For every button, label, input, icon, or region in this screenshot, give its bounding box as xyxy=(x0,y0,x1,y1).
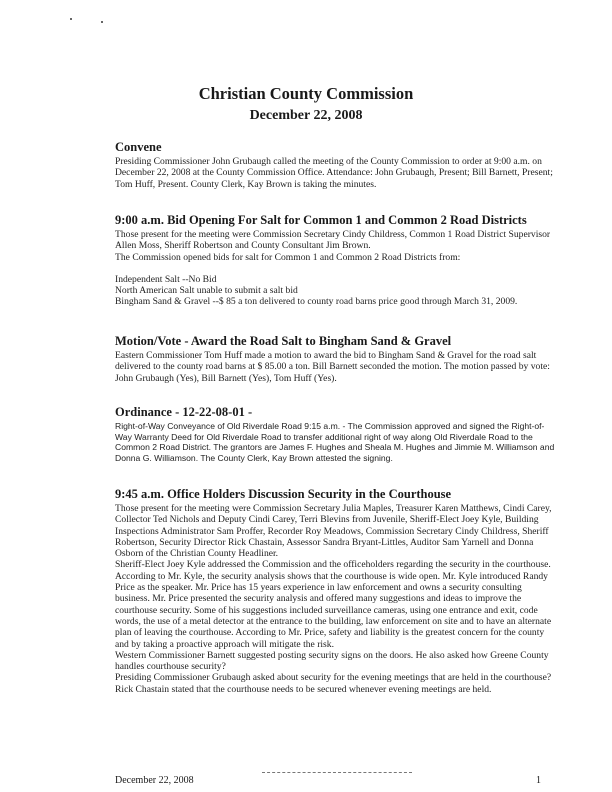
section-paragraph: Eastern Commissioner Tom Huff made a motion to award the bid to Bingham Sand & Gravel for the road salt delivered to the county road barns at $ 85.00 a ton. Bill Barnett seconded the motion. The motion passed by vote: John Grubaugh (Yes), Bill Barnett (Yes), Tom Huff (Yes). xyxy=(115,350,550,384)
document-date: December 22, 2008 xyxy=(249,108,363,123)
section-paragraph: The Commission opened bids for salt for Common 1 and Common 2 Road Districts from: xyxy=(115,251,461,263)
footer-rule xyxy=(262,772,412,773)
section-paragraph: Sheriff-Elect Joey Kyle addressed the Commission and the officeholders regarding the security in the courthouse. According to Mr. Kyle, the security analysis shows that the courthouse is wide open. Mr. Kyle introduced Randy Price as the speaker. Mr. Price has 15 years experience in law enforcement and owns a security consulting business. Mr. Price presented the security analysis and offered many suggestions and ideas to improve the courthouse security. Some of his suggestions included surveillance cameras, using one entrance and exit, code words, the use of a metal detector at the entrance to the building, law enforcement on site and to have an alternate plan of leaving the courthouse. According to Mr. Price, safety and liability is the greatest concern for the county and by taking a proactive approach will mitigate the risk. xyxy=(115,559,552,650)
section-security-discussion xyxy=(115,487,555,695)
section-paragraph: Those present for the meeting were Commission Secretary Cindy Childress, Common 1 Road District Supervisor Allen Moss, Sheriff Robertson and County Consultant Jim Brown. xyxy=(115,229,551,252)
section-bid-opening xyxy=(115,213,555,308)
section-convene xyxy=(115,140,555,190)
bid-item: North American Salt unable to submit a salt bid xyxy=(115,285,298,297)
scan-speck xyxy=(70,18,72,20)
section-heading: 9:00 a.m. Bid Opening For Salt for Common 1 and Common 2 Road Districts xyxy=(115,213,527,227)
document-title: Christian County Commission xyxy=(198,84,414,103)
footer-date: December 22, 2008 xyxy=(115,775,194,786)
section-paragraph: Those present for the meeting were Commission Secretary Julia Maples, Treasurer Karen Matthews, Cindi Carey, Collector Ted Nichols and Deputy Cindi Carey, Terri Blevins from Juvenile, Sheriff-Elect Joey Kyle, Building Inspections Administrator Sam Proffer, Recorder Roy Meadows, Commission Secretary Cindy Childress, Sheriff Robertson, Security Director Rick Chastain, Assessor Sandra Bryant-Littles, Auditor Sam Yarnell and Donna Osborn of the Christian County Headliner. xyxy=(115,503,552,560)
bid-item: Bingham Sand & Gravel --$ 85 a ton delivered to county road barns price good through March 31, 2009. xyxy=(115,296,518,308)
bid-item: Independent Salt --No Bid xyxy=(115,273,217,285)
section-heading: 9:45 a.m. Office Holders Discussion Security in the Courthouse xyxy=(115,487,452,501)
section-motion-vote xyxy=(115,334,555,384)
section-paragraph: Right-of-Way Conveyance of Old Riverdale Road 9:15 a.m. - The Commission approved and signed the Right-of-Way Warranty Deed for Old Riverdale Road to transfer additional right of way along Old Riverdale Road to the Common 2 Road District. The grantors are James F. Hughes and Sheala M. Hughes and Jimmie M. Williamson and Donna G. Williamson. The County Clerk, Kay Brown attested the signing. xyxy=(115,421,555,463)
section-paragraph: Western Commissioner Barnett suggested posting security signs on the doors. He also asked how Greene County handles courthouse security? xyxy=(115,649,549,673)
section-heading: Convene xyxy=(115,140,162,154)
section-paragraph: Presiding Commissioner John Grubaugh called the meeting of the County Commission to order at 9:00 a.m. on December 22, 2008 at the County Commission Office. Attendance: John Grubaugh, Present; Bill Barnett, Present; Tom Huff, Present. County Clerk, Kay Brown is taking the minutes. xyxy=(115,156,553,190)
page-number: 1 xyxy=(536,775,541,786)
section-heading: Motion/Vote - Award the Road Salt to Bingham Sand & Gravel xyxy=(115,334,452,348)
section-paragraph: Presiding Commissioner Grubaugh asked about security for the evening meetings that are held in the courthouse? Rick Chastain stated that the courthouse needs to be secured whenever evening meetings are held. xyxy=(115,672,552,695)
section-ordinance xyxy=(115,405,555,463)
scan-speck xyxy=(101,21,103,23)
section-heading: Ordinance - 12-22-08-01 - xyxy=(115,405,253,419)
